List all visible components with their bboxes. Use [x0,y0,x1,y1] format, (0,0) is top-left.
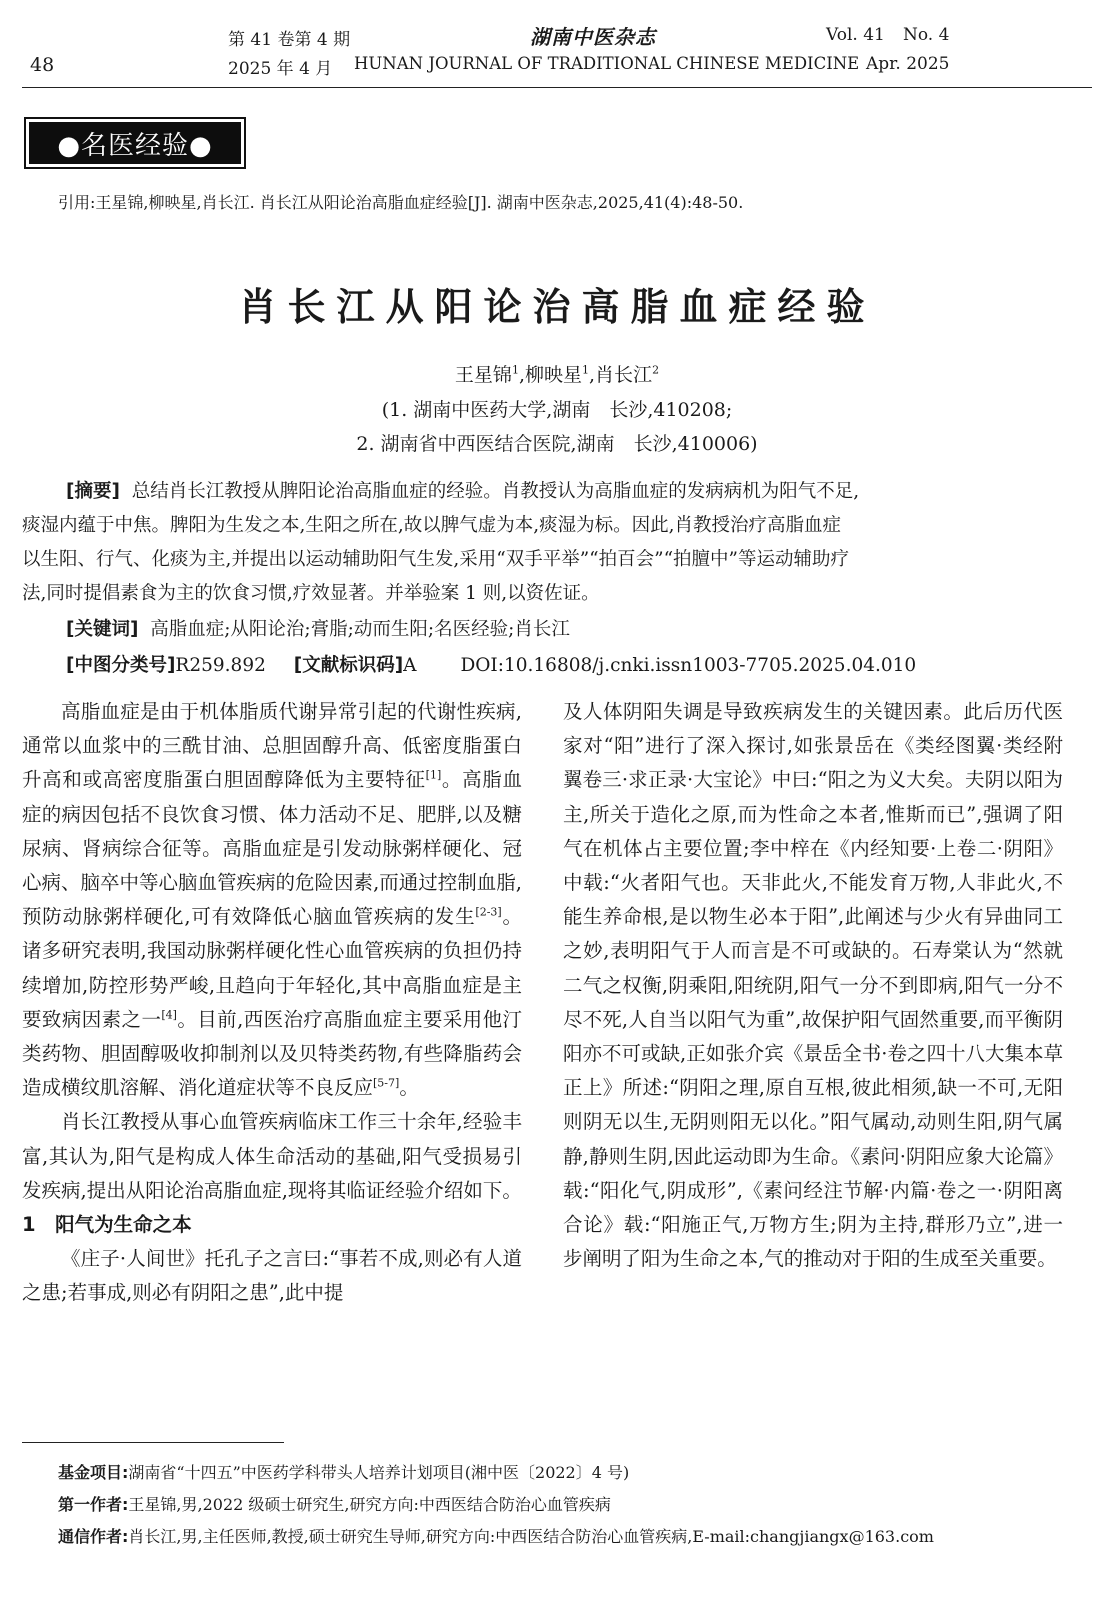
body-right-column [563,695,1063,1276]
abstract-line-1 [22,476,1092,508]
authors: 王星锦$^1$,柳映星$^1$,肖长江$^2$ [454,363,660,386]
affiliation-1: (1. 湖南中医药大学,湖南 长沙,410208; [381,399,733,421]
citation: 引用:王星锦,柳映星,肖长江. 肖长江从阳论治高脂血症经验[J]. 湖南中医杂志,2025,41(4):48-50. [58,193,744,212]
paragraph-2: 肖长江教授从事心血管疾病临床工作三十余年,经验丰富,其认为,阳气是构成人体生命活动的基础,阳气受损易引发疾病,提出从阳论治高脂血症,现将其临证经验介绍如下。 [22,1110,522,1202]
issue-en: No. 4 [903,25,950,45]
p1-text-a: 高脂血症是由于机体脂质代谢异常引起的代谢性疾病,通常以血浆中的三酰甘油、总胆固醇升高、低密度脂蛋白升高和或高密度脂蛋白胆固醇降低为主要特征 [22,700,522,792]
p1-text-c: 。诸多研究表明,我国动脉粥样硬化性心血管疾病的负担仍持续增加,防控形势严峻,且趋向于年轻化,其中高脂血症是主要致病因素之一 [22,905,522,1031]
volume-issue-cn: 第 41 卷第 4 期 [228,30,351,50]
author-3-sup: 2 [652,363,660,377]
ref-3: [4] [161,1008,177,1022]
date-en: Apr. 2025 [866,54,950,74]
paragraph-3: 《庄子·人间世》托孔子之言曰:“事若不成,则必有人道之患;若事成,则必有阴阳之患”,此中提 [22,1247,522,1305]
keywords-text: 高脂血症;从阳论治;膏脂;动而生阳;名医经验;肖长江 [150,619,570,640]
abstract-line-3: 以生阳、行气、化痰为主,并提出以运动辅助阳气生发,采用“双手平举”“拍百会”“拍膻中”等运动辅助疗 [22,549,850,570]
clc-value: R259.892 [175,655,266,676]
doi: DOI:10.16808/j.cnki.issn1003-7705.2025.04.010 [460,655,917,676]
doc-code-value: A [403,655,417,676]
abstract-line-2: 痰湿内蕴于中焦。脾阳为生发之本,生阳之所在,故以脾气虚为本,痰湿为标。因此,肖教授治疗高脂血症 [22,515,842,536]
article-title: 肖长江从阳论治高脂血症经验 [238,284,876,329]
corresponding-author-footnote [58,1524,1098,1547]
header-rule [22,87,1092,88]
journal-name-en: HUNAN JOURNAL OF TRADITIONAL CHINESE MEDICINE [354,54,860,73]
corresponding-text: 肖长江,男,主任医师,教授,硕士研究生导师,研究方向:中西医结合防治心血管疾病,E-mail:changjiangx@163.com [128,1527,934,1546]
author-1: 王星锦 [454,364,512,386]
clc-label: [中图分类号] [66,655,176,676]
doc-code-label: [文献标识码] [293,655,404,676]
ref-2: [2-3] [475,905,502,919]
fund-text: 湖南省“十四五”中医药学科带头人培养计划项目(湘中医〔2022〕4 号) [128,1463,630,1482]
ref-1: [1] [425,768,442,782]
section-heading-1: 1 阳气为生命之本 [22,1213,192,1237]
volume-en: Vol. 41 [826,25,885,45]
page-number: 48 [30,54,55,76]
abstract-label: [摘要] [66,481,120,502]
fund-footnote [58,1460,1098,1483]
first-author-text: 王星锦,男,2022 级硕士研究生,研究方向:中西医结合防治心血管疾病 [128,1495,611,1514]
ref-4: [5-7] [373,1076,400,1090]
author-3: 肖长江 [595,364,653,386]
section-label: ●名医经验● [29,122,241,164]
abstract-text-1: 总结肖长江教授从脾阳论治高脂血症的经验。肖教授认为高脂血症的发病病机为阳气不足, [131,481,860,502]
journal-name-cn: 湖南中医杂志 [530,25,656,49]
p1-text-b: 。高脂血症的病因包括不良饮食习惯、体力活动不足、肥胖,以及糖尿病、肾病综合征等。高脂血症是引发动脉粥样硬化、冠心病、脑卒中等心脑血管疾病的危险因素,而通过控制血脂,预防动脉粥样硬化,可有效降低心脑血管疾病的发生 [22,768,522,929]
p1-text-e: 。 [399,1076,419,1100]
fund-label: 基金项目: [58,1463,129,1482]
keywords-line [22,614,1092,646]
date-cn: 2025 年 4 月 [228,59,333,79]
body-left-column [22,695,522,1311]
author-1-sup: 1 [511,363,519,377]
paragraph-right-1: 及人体阴阳失调是导致疾病发生的关键因素。此后历代医家对“阳”进行了深入探讨,如张景岳在《类经图翼·类经附翼卷三·求正录·大宝论》中曰:“阳之为义大矣。夫阴以阳为主,所关于造化之原,而为性命之本者,惟斯而已”,强调了阳气在机体占主要位置;李中梓在《内经知要·上卷二·阴阳》中载:“火者阳气也。天非此火,不能发育万物,人非此火,不能生养命根,是以物生必本于阳”,此阐述与少火有异曲同工之妙,表明阳气于人而言是不可或缺的。石寿棠认为“然就二气之权衡,阴乘阳,阳统阴,阳气一分不到即病,阳气一分不尽不死,人自当以阳气为重”,故保护阳气固然重要,而平衡阴阳亦不可或缺,正如张介宾《景岳全书·卷之四十八大集本草正上》所述:“阴阳之理,原自互根,彼此相须,缺一不可,无阳则阴无以生,无阴则阳无以化。”阳气属动,动则生阳,阴气属静,静则生阴,因此运动即为生命。《素问·阴阳应象大论篇》载:“阳化气,阴成形”,《素问经注节解·内篇·卷之一·阴阳离合论》载:“阳施正气,万物方生;阴为主持,群形乃立”,进一步阐明了阳为生命之本,气的推动对于阳的生成至关重要。 [563,700,1063,1271]
p1-text-d: 。目前,西医治疗高脂血症主要采用他汀类药物、胆固醇吸收抑制剂以及贝特类药物,有些降脂药会造成横纹肌溶解、消化道症状等不良反应 [22,1007,522,1100]
affiliation-2: 2. 湖南省中西医结合医院,湖南 长沙,410006) [356,433,758,455]
first-author-footnote [58,1492,1098,1515]
corresponding-label: 通信作者: [58,1527,129,1546]
author-2-sup: 1 [582,363,589,377]
keywords-label: [关键词] [66,619,139,640]
first-author-label: 第一作者: [58,1495,129,1514]
footnote-rule [22,1442,284,1443]
section-label-box [24,117,246,169]
paragraph-1 [22,695,522,1105]
classification-line [22,650,1092,682]
abstract-line-4: 法,同时提倡素食为主的饮食习惯,疗效显著。并举验案 1 则,以资佐证。 [22,583,600,604]
author-2: 柳映星 [524,364,582,386]
